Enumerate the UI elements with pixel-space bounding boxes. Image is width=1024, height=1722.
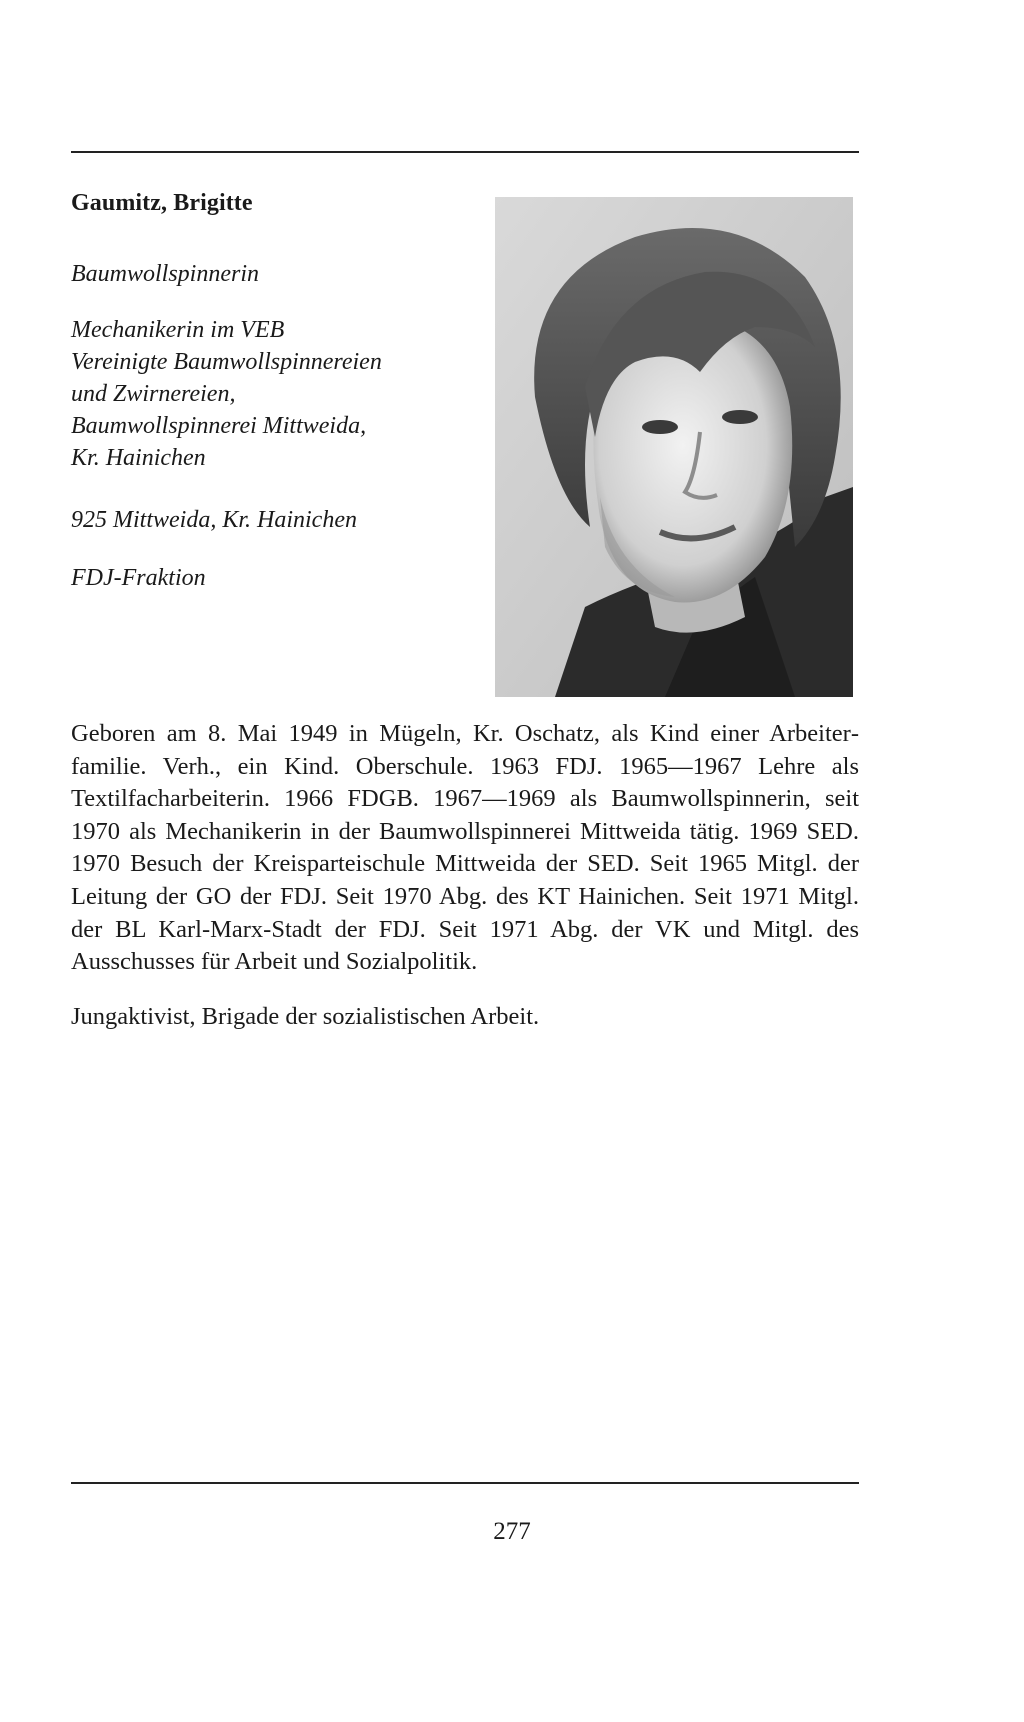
top-rule <box>71 151 859 153</box>
workplace-line: Mechanikerin im VEB <box>71 317 285 343</box>
biography-text: Geboren am 8. Mai 1949 in Mügeln, Kr. Oschatz, als Kind einer Arbeiterfamilie. Verh., ein Kind. Oberschule. 1963 FDJ. 1965—1967 Lehre als Textilfacharbeiterin. 1966 FDGB. 1967—1969 als Baumwollspinnerin, seit 1970 als Mechanikerin in der Baumwollspinnerei Mittweida tätig. 1969 SED. 1970 Besuch der Kreisparteischule Mittweida der SED. Seit 1965 Mitgl. der Leitung der GO der FDJ. Seit 1970 Abg. des KT Hainichen. Seit 1971 Mitgl. der BL Karl-Marx-Stadt der FDJ. Seit 1971 Abg. der VK und Mitgl. des Ausschusses für Arbeit und Sozialpolitik. <box>71 720 859 976</box>
workplace-line: Kr. Hainichen <box>71 445 206 471</box>
portrait-photo <box>495 197 853 697</box>
biography <box>71 718 859 979</box>
workplace-line: und Zwirnereien, <box>71 381 236 407</box>
person-name: Gaumitz, Brigitte <box>71 190 253 216</box>
page-number: 277 <box>493 1518 531 1545</box>
honors: Jungaktivist, Brigade der sozialistischen Arbeit. <box>71 1003 540 1030</box>
profession: Baumwollspinnerin <box>71 261 260 287</box>
workplace-line: Baumwollspinnerei Mittweida, <box>71 413 367 439</box>
faction: FDJ-Fraktion <box>71 565 206 591</box>
bottom-rule <box>71 1482 859 1484</box>
residence: 925 Mittweida, Kr. Hainichen <box>71 507 357 533</box>
workplace <box>71 314 382 474</box>
workplace-line: Vereinigte Baumwollspinnereien <box>71 349 382 375</box>
